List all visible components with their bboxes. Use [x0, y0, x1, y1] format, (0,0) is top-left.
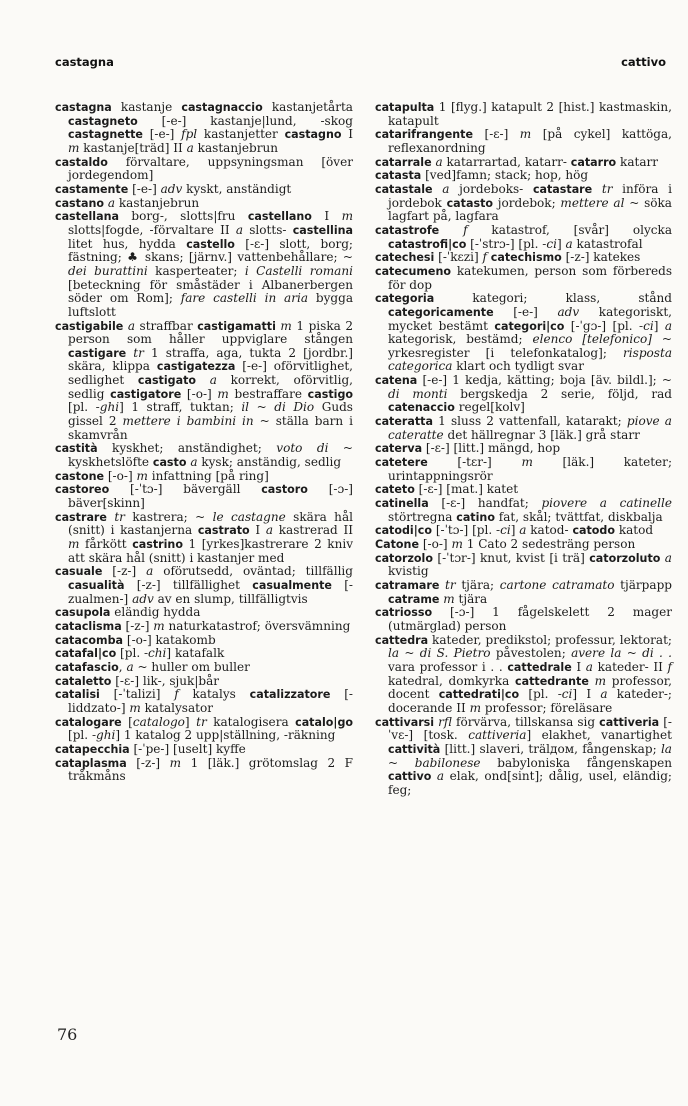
- headword: categori|co: [494, 319, 565, 333]
- headword: cattedrati|co: [438, 688, 520, 702]
- dictionary-entry: catorzolo [-ˈtɔr-] knut, kvist [i trä] catorzoluto a kvistig: [375, 550, 672, 579]
- dictionary-entry: cataplasma [-z-] m 1 [läk.] grötomslag 2 F tråkmåns: [55, 755, 353, 784]
- headword: catrame: [388, 592, 440, 606]
- headword: castagna: [55, 101, 112, 114]
- dictionary-entry: cataclisma [-z-] m naturkatastrof; översvämning: [55, 618, 351, 633]
- headword: catodo: [572, 524, 615, 538]
- headword: castigatore: [110, 387, 182, 401]
- dictionary-entry: catastrofe f katastrof, [svår] olycka catastrofi|co [-ˈstrɔ-] [pl. -ci] a katastrofal: [375, 222, 672, 251]
- headword: castoro: [261, 483, 308, 497]
- headword: categoria: [375, 292, 435, 306]
- headword: cattiveria: [599, 715, 660, 729]
- headword: catechesi: [375, 251, 435, 265]
- dictionary-entry: catapulta 1 [flyg.] katapult 2 [hist.] kastmaskin, katapult: [375, 100, 672, 128]
- dictionary-entry: catapecchia [-ˈpe-] [uselt] kyffe: [55, 741, 246, 756]
- dictionary-entry: catetere [-tεr-] m [läk.] kateter; urintappningsrör: [375, 455, 673, 483]
- headword: catalo|go: [295, 715, 354, 729]
- headword: catafascio: [55, 660, 119, 674]
- dictionary-entry: catarifrangente [-ε-] m [på cykel] kattöga, reflexanordning: [375, 127, 672, 155]
- headword: catalizzatore: [249, 688, 331, 702]
- headword: castagnaccio: [181, 101, 263, 114]
- headword: castellano: [247, 210, 312, 224]
- headword: castello: [186, 237, 235, 251]
- dictionary-entry: castagna kastanje castagnaccio kastanjetårta castagneto [-e-] kastanje|lund, -skog castagnette [-e-] fpl kastanjetter castagno I m kastanje[träd] II a kastanjebrun: [55, 100, 353, 155]
- headword: catapecchia: [55, 742, 130, 756]
- headword: catastrofe: [375, 223, 440, 237]
- dictionary-entry: catena [-e-] 1 kedja, kätting; boja [äv. bildl.]; ~ di monti bergskedja 2 serie, följd, rad catenaccio regel[kolv]: [375, 373, 672, 415]
- headword: castoreo: [55, 483, 110, 497]
- headword: castigatezza: [156, 360, 236, 374]
- dictionary-entry: castità kyskhet; anständighet; voto di ~ kyskhetslöfte casto a kysk; anständig, sedlig: [55, 441, 353, 470]
- dictionary-entry: catasta [ved]famn; stack; hop, hög: [375, 168, 589, 183]
- dictionary-entry: categoria kategori; klass, stånd categoricamente [-e-] adv kategoriskt, mycket bestämt categori|co [-ˈgɔ-] [pl. -ci] a kategorisk, bestämd; elenco [telefonico] ~ yrkesregister [i telefonkatalog]; risposta categorica klart och tydligt svar: [375, 291, 673, 374]
- headword: catino: [456, 510, 495, 524]
- dictionary-entry: catalogare [catalogo] tr katalogisera catalo|go [pl. -ghi] 1 katalog 2 upp|ställning, -räkning: [55, 714, 354, 743]
- dictionary-entry: casuale [-z-] a oförutsedd, oväntad; tillfällig casualità [-z-] tillfällighet casualmente [-zualmen-] adv av en slump, tillfälligtvis: [55, 564, 353, 606]
- dictionary-entry: cattedra kateder, predikstol; professur, lektorat; la ~ di S. Pietro påvestolen; avere la ~ di . . vara professor i . . cattedrale I a kateder- II f katedral, domkyrka cattedrante m professor, docent cattedrati|co [pl. -ci] I a kateder-; docerande II m professor; föreläsare: [375, 632, 673, 715]
- headword: casto: [152, 456, 187, 470]
- headword: casuale: [55, 565, 103, 579]
- headword: castellina: [292, 223, 354, 237]
- headword: castigamatti: [197, 319, 276, 333]
- headword: catecumeno: [375, 264, 451, 278]
- headword: castigo: [307, 387, 354, 401]
- dictionary-entry: catarrale a katarrartad, katarr- catarro katarr: [375, 154, 659, 169]
- dictionary-entry: castamente [-e-] adv kyskt, anständigt: [55, 181, 292, 196]
- dictionary-entry: catafascio, a ~ huller om buller: [55, 659, 250, 674]
- headword: catasto: [446, 196, 493, 210]
- headword: cattedrale: [507, 660, 572, 674]
- headword: cateto: [375, 483, 415, 497]
- headword: cateratta: [375, 415, 433, 429]
- headword: catalogare: [55, 715, 122, 729]
- headword: categoricamente: [388, 305, 494, 319]
- running-head-right: cattivo: [621, 55, 666, 69]
- headword: cattedrante: [515, 674, 589, 688]
- headword: cataclisma: [55, 619, 122, 633]
- headword: casualità: [68, 578, 125, 592]
- running-head-left: castagna: [55, 55, 114, 69]
- headword: castagno: [284, 128, 342, 142]
- dictionary-entry: casupola eländig hydda: [55, 605, 201, 620]
- headword: castigare: [68, 346, 127, 360]
- headword: casualmente: [252, 578, 332, 592]
- dictionary-entry: caterva [-ε-] [litt.] mängd, hop: [375, 441, 561, 456]
- headword: catarro: [570, 155, 617, 169]
- headword: cataletto: [55, 674, 112, 688]
- headword: catriosso: [375, 606, 433, 620]
- dictionary-entry: cateto [-ε-] [mat.] katet: [375, 482, 519, 497]
- headword: catetere: [375, 456, 428, 470]
- headword: catapulta: [375, 101, 435, 114]
- headword: catalisi: [55, 688, 100, 702]
- headword: catorzoluto: [589, 551, 661, 565]
- headword: catarifrangente: [375, 128, 473, 142]
- headword: castellana: [55, 210, 119, 224]
- dictionary-entry: castaldo förvaltare, uppsyningsman [över jordegendom]: [55, 154, 353, 183]
- headword: castaldo: [55, 155, 108, 169]
- headword: caterva: [375, 442, 423, 456]
- headword: casupola: [55, 606, 111, 620]
- headword: catramare: [375, 578, 440, 592]
- dictionary-column-right: [375, 101, 672, 797]
- headword: catodi|co: [375, 524, 432, 538]
- headword: catacomba: [55, 633, 124, 647]
- dictionary-entry: castone [-o-] m infattning [på ring]: [55, 468, 269, 483]
- headword: catenaccio: [388, 401, 455, 415]
- headword: catastrofi|co: [388, 237, 467, 251]
- dictionary-entry: castano a kastanjebrun: [55, 195, 200, 210]
- headword: cattivo: [388, 770, 432, 784]
- dictionary-entry: catacomba [-o-] katakomb: [55, 632, 216, 647]
- dictionary-entry: catinella [-ε-] handfat; piovere a catinelle störtregna catino fat, skål; tvättfat, diskbalja: [375, 496, 672, 524]
- headword: castano: [55, 196, 104, 210]
- headword: catechismo: [490, 251, 562, 265]
- headword: castagneto: [68, 114, 138, 128]
- headword: castone: [55, 469, 105, 483]
- headword: cataplasma: [55, 756, 127, 770]
- page-number: 76: [57, 1025, 78, 1044]
- headword: catorzolo: [375, 551, 433, 565]
- headword: castamente: [55, 182, 129, 196]
- headword: cattivarsi: [375, 715, 435, 729]
- dictionary-entry: catafal|co [pl. -chi] katafalk: [55, 646, 225, 661]
- dictionary-entry: catalisi [-ˈtalizi] f katalys catalizzatore [-liddzato-] m katalysator: [55, 687, 353, 715]
- dictionary-entry: catriosso [-ɔ-] 1 fågelskelett 2 mager (utmärglad) person: [375, 605, 672, 633]
- dictionary-entry: castrare tr kastrera; ~ le castagne skära hål (snitt) i kastanjerna castrato I a kastrerad II m fårkött castrino 1 [yrkes]kastrerare 2 kniv att skära hål (snitt) i kastanjer med: [55, 509, 354, 565]
- headword: castrato: [197, 524, 250, 538]
- headword: cattedra: [375, 633, 429, 647]
- headword: catarrale: [375, 155, 432, 169]
- headword: castigato: [137, 374, 197, 388]
- headword: castagnette: [68, 128, 143, 142]
- headword: catinella: [375, 497, 429, 511]
- dictionary-entry: castigabile a straffbar castigamatti m 1 piska 2 person som håller uppviglare stången castigare tr 1 straffa, aga, tukta 2 [jordbr.] skära, klippa castigatezza [-e-] oförvitlighet, sedlighet castigato a korrekt, oförvitlig, sedlig castigatore [-o-] m bestraffare castigo [pl. -ghi] 1 straff, tuktan; il ~ di Dio Guds gissel 2 mettere i bambini in ~ ställa barn i skamvrån: [55, 318, 354, 442]
- headword: catasta: [375, 169, 422, 183]
- headword: castrare: [55, 510, 107, 524]
- headword: catafal|co: [55, 647, 117, 661]
- dictionary-column-left: [55, 101, 353, 784]
- dictionary-entry: Catone [-o-] m 1 Cato 2 sedesträng person: [375, 537, 636, 551]
- dictionary-entry: catastale a jordeboks- catastare tr införa i jordebok catasto jordebok; mettere al ~ söka lagfart på, lagfara: [375, 181, 672, 224]
- dictionary-entry: castellana borg-, slotts|fru castellano I m slotts|fogde, -förvaltare II a slotts- castellina litet hus, hydda castello [-ε-] slott, borg; fästning; ♣ skans; [järnv.] vattenbehållare; ~ dei burattini kasperteater; i Castelli romani [beteckning för småstäder i Albanerbergen söder om Rom]; fare castelli in aria bygga luftslott: [55, 209, 354, 319]
- dictionary-entry: catechesi [-ˈkεzi] f catechismo [-z-] katekes: [375, 250, 641, 265]
- dictionary-entry: castoreo [-ˈtɔ-] bävergäll castoro [-ɔ-] bäver[skinn]: [55, 482, 353, 511]
- headword: Catone: [375, 538, 419, 551]
- headword: catastare: [532, 182, 593, 196]
- headword: castrino: [132, 538, 183, 551]
- dictionary-entry: catodi|co [-ˈtɔ-] [pl. -ci] a katod- catodo katod: [375, 523, 654, 538]
- headword: castità: [55, 442, 98, 456]
- headword: catena: [375, 374, 418, 388]
- headword: castigabile: [55, 319, 124, 333]
- dictionary-entry: cateratta 1 sluss 2 vattenfall, katarakt; piove a cateratte det hällregnar 3 [läk.] grå starr: [375, 414, 672, 442]
- dictionary-entry: cattivarsi rfl förvärva, tillskansa sig cattiveria [-ˈvε-] [tosk. cattiveria] elakhet, vanartighet cattività [litt.] slaveri, trälдом, fångenskap; la ~ babilonese babyloniska fångenskapen cattivo a elak, ond[sint]; dålig, usel, eländig; feg;: [375, 714, 673, 797]
- dictionary-entry: catecumeno katekumen, person som förbereds för dop: [375, 263, 672, 292]
- headword: cattività: [388, 742, 441, 756]
- dictionary-entry: catramare tr tjära; cartone catramato tjärpapp catrame m tjära: [375, 577, 672, 606]
- headword: catastale: [375, 182, 433, 196]
- dictionary-entry: cataletto [-ε-] lik-, sjuk|bår: [55, 673, 220, 688]
